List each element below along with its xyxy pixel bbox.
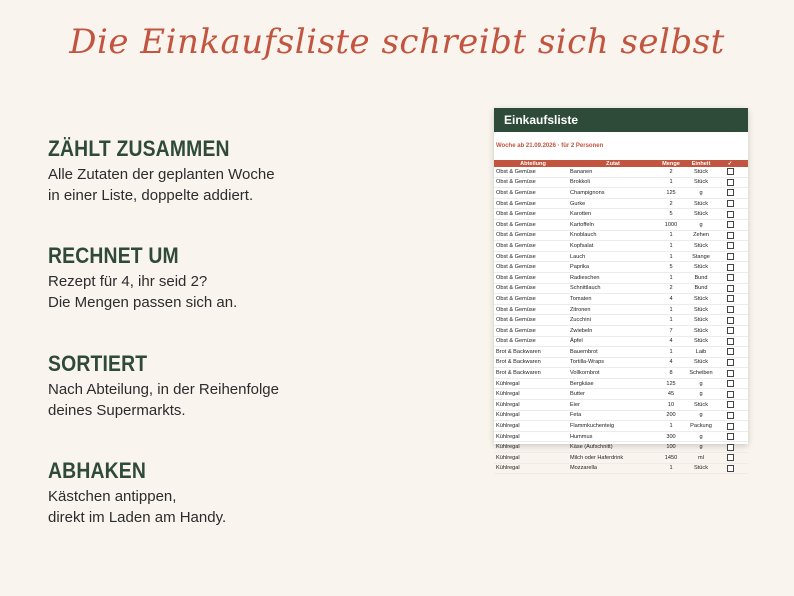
cell-check [716, 444, 744, 451]
feature-line: Kästchen antippen, [48, 488, 177, 505]
cell-unit: Stück [694, 179, 708, 186]
cell-item: Hummus [570, 433, 593, 440]
cell-department: Obst & Gemüse [496, 285, 536, 292]
cell-check [716, 211, 744, 218]
cell-department: Obst & Gemüse [496, 264, 536, 271]
cell-item: Karotten [570, 211, 592, 218]
cell-check [716, 370, 744, 377]
cell-item: Champignons [570, 189, 605, 196]
table-row [494, 389, 748, 400]
feature-text [48, 164, 468, 206]
table-row [494, 442, 748, 453]
cell-department: Kühlregal [496, 465, 520, 472]
cell-quantity: 10 [667, 401, 675, 408]
cell-unit: Stück [694, 211, 708, 218]
cell-unit: Bund [694, 274, 708, 281]
table-row [494, 453, 748, 464]
table-row [494, 421, 748, 432]
sheet-subtitle: Woche ab 21.09.2026 · für 2 Personen [496, 143, 604, 149]
feature-text [48, 486, 468, 528]
cell-item: Kartoffeln [570, 221, 594, 228]
cell-quantity: 1 [669, 253, 673, 260]
cell-item: Paprika [570, 264, 589, 271]
cell-department: Obst & Gemüse [496, 242, 536, 249]
cell-unit: Stück [694, 242, 708, 249]
cell-check [716, 380, 744, 387]
checkbox-icon[interactable] [727, 211, 734, 218]
cell-unit: Stück [694, 401, 708, 408]
cell-unit: Scheiben [689, 370, 713, 377]
table-row [494, 209, 748, 220]
feature-line: deines Supermarkts. [48, 402, 186, 419]
cell-check [716, 232, 744, 239]
cell-department: Kühlregal [496, 401, 520, 408]
checkbox-icon[interactable] [727, 465, 734, 472]
shopping-list-sheet [494, 108, 748, 472]
cell-department: Obst & Gemüse [496, 317, 536, 324]
cell-unit: Stück [694, 465, 708, 472]
cell-department: Obst & Gemüse [496, 200, 536, 207]
column-header-department: Abteilung [520, 160, 546, 167]
cell-unit: g [699, 444, 703, 451]
cell-quantity: 1 [669, 348, 673, 355]
cell-check [716, 200, 744, 207]
cell-check [716, 454, 744, 461]
checkbox-icon[interactable] [727, 306, 734, 313]
cell-item: Radieschen [570, 274, 600, 281]
feature-sorts [48, 351, 468, 421]
cell-item: Bergkäse [570, 380, 594, 387]
table-row [494, 188, 748, 199]
feature-checkoff [48, 458, 468, 528]
cell-unit: Zehen [693, 232, 709, 239]
table-row [494, 294, 748, 305]
cell-quantity: 125 [666, 189, 676, 196]
cell-item: Käse (Aufschnitt) [570, 444, 613, 451]
checkbox-icon[interactable] [727, 444, 734, 451]
cell-unit: Stange [692, 253, 710, 260]
table-row [494, 167, 748, 178]
checkbox-icon[interactable] [727, 264, 734, 271]
checkbox-icon[interactable] [727, 274, 734, 281]
checkbox-icon[interactable] [727, 391, 734, 398]
checkbox-icon[interactable] [727, 253, 734, 260]
cell-item: Tomaten [570, 295, 592, 302]
cell-item: Gurke [570, 200, 586, 207]
cell-quantity: 8 [669, 370, 673, 377]
feature-text [48, 271, 468, 313]
cell-department: Obst & Gemüse [496, 253, 536, 260]
feature-title: ZÄHLT ZUSAMMEN [48, 136, 230, 161]
cell-department: Obst & Gemüse [496, 179, 536, 186]
table-body [494, 167, 748, 474]
feature-line: Die Mengen passen sich an. [48, 294, 238, 311]
cell-quantity: 1 [669, 465, 673, 472]
column-header-item: Zutat [606, 160, 620, 167]
cell-unit: g [699, 380, 703, 387]
cell-department: Kühlregal [496, 380, 520, 387]
cell-quantity: 1 [669, 179, 673, 186]
cell-quantity: 300 [666, 433, 676, 440]
cell-unit: Stück [694, 306, 708, 313]
table-row [494, 305, 748, 316]
cell-department: Brot & Backwaren [496, 370, 541, 377]
cell-quantity: 45 [667, 391, 675, 398]
checkbox-icon[interactable] [727, 179, 734, 186]
sheet-title: Einkaufsliste [494, 108, 748, 132]
cell-unit: g [699, 391, 703, 398]
cell-department: Obst & Gemüse [496, 295, 536, 302]
feature-line: in einer Liste, doppelte addiert. [48, 187, 254, 204]
cell-check [716, 221, 744, 228]
cell-check [716, 295, 744, 302]
feature-title: RECHNET UM [48, 243, 179, 268]
cell-item: Schnittlauch [570, 285, 601, 292]
cell-check [716, 317, 744, 324]
cell-item: Bauernbrot [570, 348, 598, 355]
feature-title: ABHAKEN [48, 458, 147, 483]
checkbox-icon[interactable] [727, 370, 734, 377]
cell-item: Zitronen [570, 306, 591, 313]
feature-title: SORTIERT [48, 351, 148, 376]
table-row [494, 368, 748, 379]
table-row [494, 315, 748, 326]
cell-quantity: 2 [669, 168, 673, 175]
table-row [494, 411, 748, 422]
table-row [494, 252, 748, 263]
cell-item: Brokkoli [570, 179, 590, 186]
feature-text [48, 379, 468, 421]
cell-department: Kühlregal [496, 412, 520, 419]
checkbox-icon[interactable] [727, 327, 734, 334]
cell-quantity: 1 [669, 274, 673, 281]
column-header-quantity: Menge [662, 160, 680, 167]
cell-item: Eier [570, 401, 580, 408]
cell-check [716, 423, 744, 430]
feature-line: direkt im Laden am Handy. [48, 509, 227, 526]
table-row [494, 241, 748, 252]
checkbox-icon[interactable] [727, 423, 734, 430]
cell-department: Obst & Gemüse [496, 211, 536, 218]
table-row [494, 326, 748, 337]
table-row [494, 262, 748, 273]
cell-item: Kopfsalat [570, 242, 594, 249]
cell-department: Kühlregal [496, 433, 520, 440]
checkbox-icon[interactable] [727, 242, 734, 249]
table-row [494, 432, 748, 443]
cell-check [716, 412, 744, 419]
cell-quantity: 4 [669, 359, 673, 366]
checkbox-icon[interactable] [727, 359, 734, 366]
feature-line: Alle Zutaten der geplanten Woche [48, 166, 275, 183]
cell-check [716, 242, 744, 249]
column-header-unit: Einheit [691, 160, 711, 167]
feature-scales [48, 243, 468, 313]
cell-item: Knoblauch [570, 232, 597, 239]
cell-quantity: 1450 [664, 454, 678, 461]
checkbox-icon[interactable] [727, 454, 734, 461]
cell-unit: Laib [695, 348, 707, 355]
cell-department: Obst & Gemüse [496, 189, 536, 196]
cell-item: Bananen [570, 168, 593, 175]
checkbox-icon[interactable] [727, 412, 734, 419]
cell-item: Äpfel [570, 338, 583, 345]
table-row [494, 400, 748, 411]
cell-unit: g [699, 189, 703, 196]
checkbox-icon[interactable] [727, 232, 734, 239]
cell-unit: Bund [694, 285, 708, 292]
cell-unit: Stück [694, 327, 708, 334]
checkbox-icon[interactable] [727, 433, 734, 440]
cell-item: Mozzarella [570, 465, 598, 472]
cell-quantity: 100 [666, 444, 676, 451]
cell-unit: Stück [694, 200, 708, 207]
cell-department: Obst & Gemüse [496, 274, 536, 281]
cell-unit: Stück [694, 359, 708, 366]
cell-department: Obst & Gemüse [496, 306, 536, 313]
checkbox-icon[interactable] [727, 295, 734, 302]
cell-check [716, 274, 744, 281]
cell-unit: Stück [694, 168, 708, 175]
cell-quantity: 7 [669, 327, 673, 334]
cell-item: Zucchini [570, 317, 591, 324]
checkbox-icon[interactable] [727, 380, 734, 387]
cell-quantity: 2 [669, 285, 673, 292]
cell-department: Kühlregal [496, 391, 520, 398]
cell-unit: g [699, 412, 703, 419]
cell-item: Vollkornbrot [570, 370, 600, 377]
cell-unit: Stück [694, 317, 708, 324]
table-row [494, 358, 748, 369]
cell-department: Obst & Gemüse [496, 338, 536, 345]
cell-item: Feta [570, 412, 582, 419]
cell-check [716, 359, 744, 366]
cell-item: Zwiebeln [570, 327, 593, 334]
cell-item: Lauch [570, 253, 586, 260]
cell-check [716, 433, 744, 440]
cell-quantity: 125 [666, 380, 676, 387]
cell-check [716, 306, 744, 313]
cell-department: Obst & Gemüse [496, 327, 536, 334]
cell-check [716, 465, 744, 472]
cell-check [716, 179, 744, 186]
checkbox-icon[interactable] [727, 221, 734, 228]
checkbox-icon[interactable] [727, 200, 734, 207]
table-row [494, 379, 748, 390]
checkbox-icon[interactable] [727, 168, 734, 175]
checkbox-icon[interactable] [727, 401, 734, 408]
cell-check [716, 391, 744, 398]
cell-unit: g [699, 221, 703, 228]
cell-quantity: 1 [669, 317, 673, 324]
cell-quantity: 4 [669, 295, 673, 302]
page-headline: Die Einkaufsliste schreibt sich selbst [69, 22, 725, 62]
table-row [494, 199, 748, 210]
checkbox-icon[interactable] [727, 348, 734, 355]
checkbox-icon[interactable] [727, 317, 734, 324]
cell-check [716, 338, 744, 345]
cell-check [716, 253, 744, 260]
cell-item: Milch oder Haferdrink [570, 454, 624, 461]
feature-line: Rezept für 4, ihr seid 2? [48, 273, 208, 290]
cell-quantity: 1 [669, 306, 673, 313]
cell-quantity: 2 [669, 200, 673, 207]
cell-quantity: 1000 [664, 221, 678, 228]
table-row [494, 273, 748, 284]
cell-department: Obst & Gemüse [496, 221, 536, 228]
table-row [494, 231, 748, 242]
feature-sums [48, 136, 468, 206]
table-row [494, 284, 748, 295]
checkbox-icon[interactable] [727, 189, 734, 196]
cell-department: Obst & Gemüse [496, 168, 536, 175]
cell-quantity: 1 [669, 423, 673, 430]
cell-quantity: 5 [669, 264, 673, 271]
cell-item: Tortilla-Wraps [570, 359, 605, 366]
cell-check [716, 401, 744, 408]
cell-quantity: 1 [669, 242, 673, 249]
feature-line: Nach Abteilung, in der Reihenfolge [48, 381, 279, 398]
cell-unit: Packung [690, 423, 712, 430]
cell-quantity: 5 [669, 211, 673, 218]
cell-department: Kühlregal [496, 444, 520, 451]
cell-check [716, 285, 744, 292]
cell-department: Brot & Backwaren [496, 348, 541, 355]
cell-department: Obst & Gemüse [496, 232, 536, 239]
cell-check [716, 348, 744, 355]
cell-quantity: 4 [669, 338, 673, 345]
cell-check [716, 264, 744, 271]
cell-quantity: 200 [666, 412, 676, 419]
table-row [494, 464, 748, 475]
cell-unit: ml [698, 454, 704, 461]
cell-unit: Stück [694, 264, 708, 271]
cell-department: Kühlregal [496, 423, 520, 430]
table-row [494, 220, 748, 231]
cell-item: Flammkuchenteig [570, 423, 615, 430]
cell-quantity: 1 [669, 232, 673, 239]
cell-item: Butter [570, 391, 585, 398]
cell-department: Brot & Backwaren [496, 359, 541, 366]
table-row [494, 347, 748, 358]
table-header [494, 160, 748, 167]
table-row [494, 337, 748, 348]
cell-department: Kühlregal [496, 454, 520, 461]
cell-check [716, 189, 744, 196]
column-header-check: ✓ [727, 160, 733, 167]
cell-unit: g [699, 433, 703, 440]
table-row [494, 178, 748, 189]
checkbox-icon[interactable] [727, 285, 734, 292]
checkbox-icon[interactable] [727, 338, 734, 345]
cell-unit: Stück [694, 338, 708, 345]
cell-check [716, 168, 744, 175]
cell-check [716, 327, 744, 334]
cell-unit: Stück [694, 295, 708, 302]
